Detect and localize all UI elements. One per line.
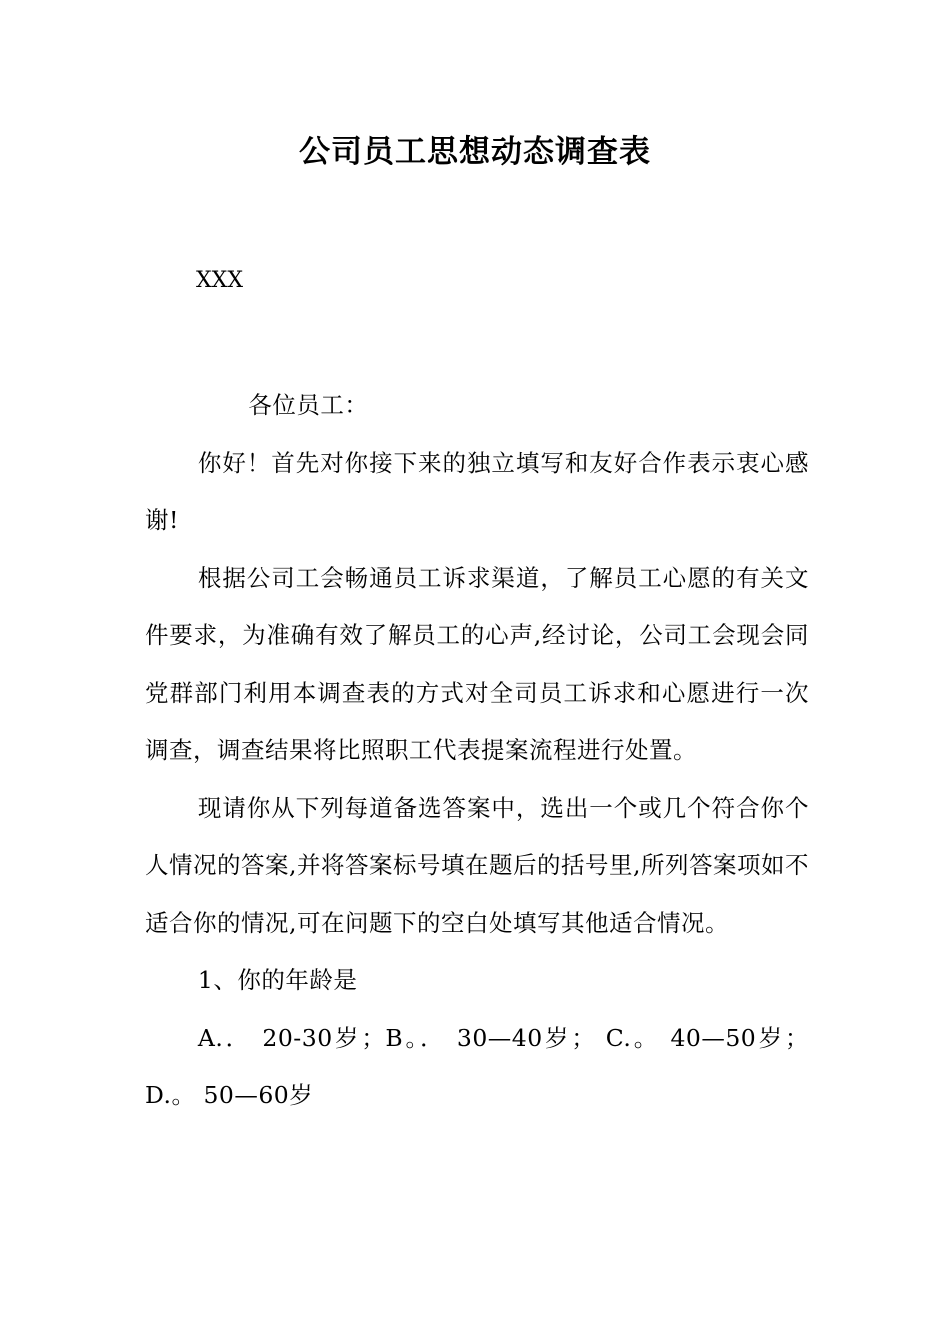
question-1-prompt: 1、你的年龄是: [197, 966, 358, 994]
question-1-options: A.． 20-30岁；B。． 30—40岁； C.。 40—50岁；D.。 50—60岁: [145, 1023, 809, 1109]
document-title: 公司员工思想动态调查表: [299, 134, 651, 170]
author-name: XXX: [196, 268, 243, 293]
paragraph-instructions: 现请你从下列每道备选答案中，选出一个或几个符合你个人情况的答案,并将答案标号填在题后的括号里,所列答案项如不适合你的情况,可在问题下的空白处填写其他适合情况。: [145, 793, 809, 937]
salutation: 各位员工：: [248, 391, 369, 419]
document-body: [145, 377, 809, 1125]
paragraph-purpose: 根据公司工会畅通员工诉求渠道，了解员工心愿的有关文件要求，为准确有效了解员工的心声,经讨论，公司工会现会同党群部门利用本调查表的方式对全司员工诉求和心愿进行一次调查，调查结果将比照职工代表提案流程进行处置。: [145, 563, 809, 764]
paragraph-greeting: 你好！首先对你接下来的独立填写和友好合作表示衷心感谢!: [145, 448, 809, 534]
